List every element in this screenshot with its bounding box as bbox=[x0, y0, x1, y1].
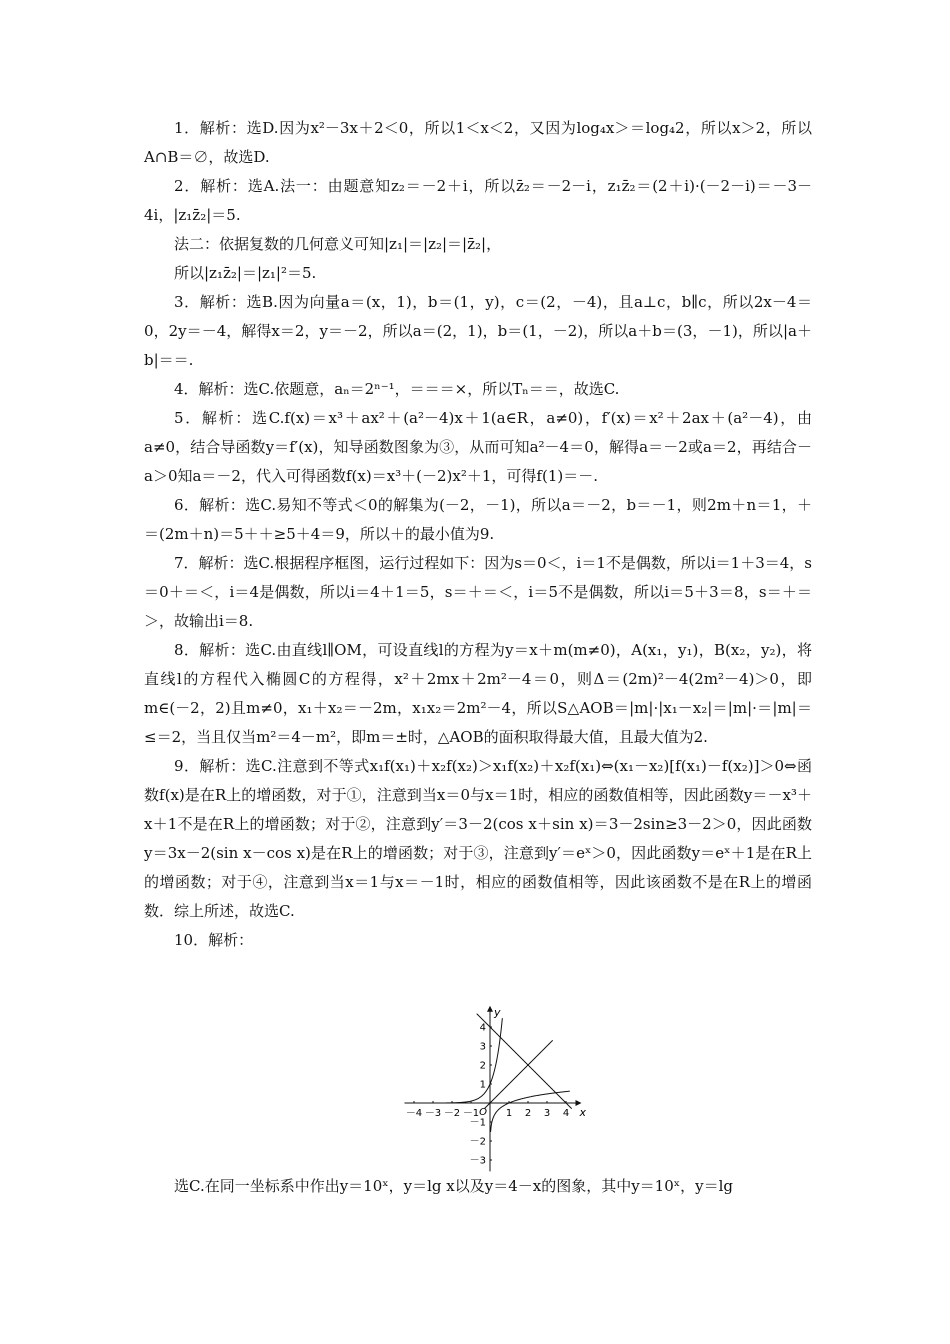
y-tick-label: －3 bbox=[469, 1155, 486, 1167]
y-axis-arrow bbox=[487, 1006, 493, 1012]
solution-2-method-2: 法二：依据复数的几何意义可知|z₁|＝|z₂|＝|z̄₂|， bbox=[174, 235, 502, 253]
y-tick-label: 3 bbox=[479, 1041, 486, 1053]
y-tick-label: 1 bbox=[479, 1079, 486, 1091]
x-tick-label: －2 bbox=[443, 1108, 461, 1119]
solution-8: 8．解析：选C.由直线l∥OM，可设直线l的方程为y＝x＋m(m≠0)，A(x₁，y₁)，B(x₂，y₂)，将直线l的方程代入椭圆C的方程得，x²＋2mx＋2m²－4＝0，则Δ＝(2m)²－4(2m²－4)＞0，即m∈(－2，2)且m≠0，x₁＋x₂＝－2m，x₁x₂＝2m²－4，所以S△AOB＝|m|·|x₁－x₂|＝|m|·＝|m|＝≤＝2，当且仅当m²＝4－m²，即m＝±时，△AOB的面积取得最大值，且最大值为2. bbox=[144, 641, 812, 746]
solution-2-method-2-result: 所以|z₁z̄₂|＝|z₁|²＝5. bbox=[174, 264, 317, 282]
solution-4: 4．解析：选C.依题意，aₙ＝2ⁿ⁻¹，＝＝＝×，所以Tₙ＝＝，故选C. bbox=[174, 380, 620, 398]
y-tick-label: －1 bbox=[469, 1117, 486, 1129]
origin-label: O bbox=[479, 1107, 487, 1118]
solutions-text bbox=[144, 114, 812, 955]
solution-10: 10．解析： bbox=[174, 931, 254, 949]
x-tick-label: 2 bbox=[524, 1108, 532, 1119]
solution-3: 3．解析：选B.因为向量a＝(x，1)，b＝(1，y)，c＝(2，－4)，且a⊥c，b∥c，所以2x－4＝0，2y＝－4，解得x＝2，y＝－2，所以a＝(2，1)，b＝(1，－2)，所以a＋b＝(3，－1)，所以|a＋b|＝＝. bbox=[144, 293, 812, 369]
x-tick-label: 4 bbox=[562, 1108, 570, 1119]
y-tick-label: 4 bbox=[479, 1022, 486, 1034]
solution-2: 2．解析：选A.法一：由题意知z₂＝－2＋i，所以z̄₂＝－2－i，z₁z̄₂＝(2＋i)·(－2－i)＝－3－4i，|z₁z̄₂|＝5. bbox=[144, 177, 812, 224]
solution-10-continued: 选C.在同一坐标系中作出y＝10ˣ，y＝lg x以及y＝4－x的图象，其中y＝10ˣ，y＝lg bbox=[174, 1177, 734, 1195]
line-y-4-minus-x bbox=[477, 1014, 572, 1109]
x-axis-label: x bbox=[579, 1106, 587, 1119]
x-tick-label: －3 bbox=[424, 1108, 442, 1119]
solution-9: 9．解析：选C.注意到不等式x₁f(x₁)＋x₂f(x₂)＞x₁f(x₂)＋x₂f(x₁)⇔(x₁－x₂)[f(x₁)－f(x₂)]＞0⇔函数f(x)是在R上的增函数，对于①，注意到当x＝0与x＝1时，相应的函数值相等，因此函数y＝－x³＋x＋1不是在R上的增函数；对于②，注意到y′＝3－2(cos x＋sin x)＝3－2sin≥3－2＞0，因此函数y＝3x－2(sin x－cos x)是在R上的增函数；对于③，注意到y′＝eˣ＞0，因此函数y＝eˣ＋1是在R上的增函数；对于④，注意到当x＝1与x＝－1时，相应的函数值相等，因此该函数不是在R上的增函数．综上所述，故选C. bbox=[144, 757, 812, 920]
x-tick-label: 1 bbox=[505, 1108, 513, 1119]
y-axis-label: y bbox=[494, 1005, 501, 1019]
solution-5: 5．解析：选C.f(x)＝x³＋ax²＋(a²－4)x＋1(a∈R，a≠0)，f′(x)＝x²＋2ax＋(a²－4)，由a≠0，结合导函数y＝f′(x)，知导函数图象为③，从而可知a²－4＝0，解得a＝－2或a＝2，再结合－a＞0知a＝－2，代入可得函数f(x)＝x³＋(－2)x²＋1，可得f(1)＝－. bbox=[144, 409, 812, 485]
function-graph-figure bbox=[400, 985, 590, 1175]
x-tick-label: 3 bbox=[543, 1108, 551, 1119]
y-tick-label: 2 bbox=[479, 1060, 486, 1072]
x-tick-label: －4 bbox=[405, 1108, 423, 1119]
x-tick-label: －1 bbox=[462, 1108, 480, 1119]
y-tick-label: －2 bbox=[469, 1136, 486, 1148]
solution-6: 6．解析：选C.易知不等式＜0的解集为(－2，－1)，所以a＝－2，b＝－1，则2m＋n＝1，＋＝(2m＋n)＝5＋＋≥5＋4＝9，所以＋的最小值为9. bbox=[144, 496, 812, 543]
line-y-x bbox=[484, 1040, 552, 1108]
solution-1: 1．解析：选D.因为x²－3x＋2＜0，所以1＜x＜2，又因为log₄x＞＝log₄2，所以x＞2，所以A∩B＝∅，故选D. bbox=[144, 119, 812, 166]
solution-7: 7．解析：选C.根据程序框图，运行过程如下：因为s＝0＜，i＝1不是偶数，所以i＝1＋3＝4，s＝0＋＝＜，i＝4是偶数，所以i＝4＋1＝5，s＝＋＝＜，i＝5不是偶数，所以i＝5＋3＝8，s＝＋＝＞，故输出i＝8. bbox=[144, 554, 812, 630]
